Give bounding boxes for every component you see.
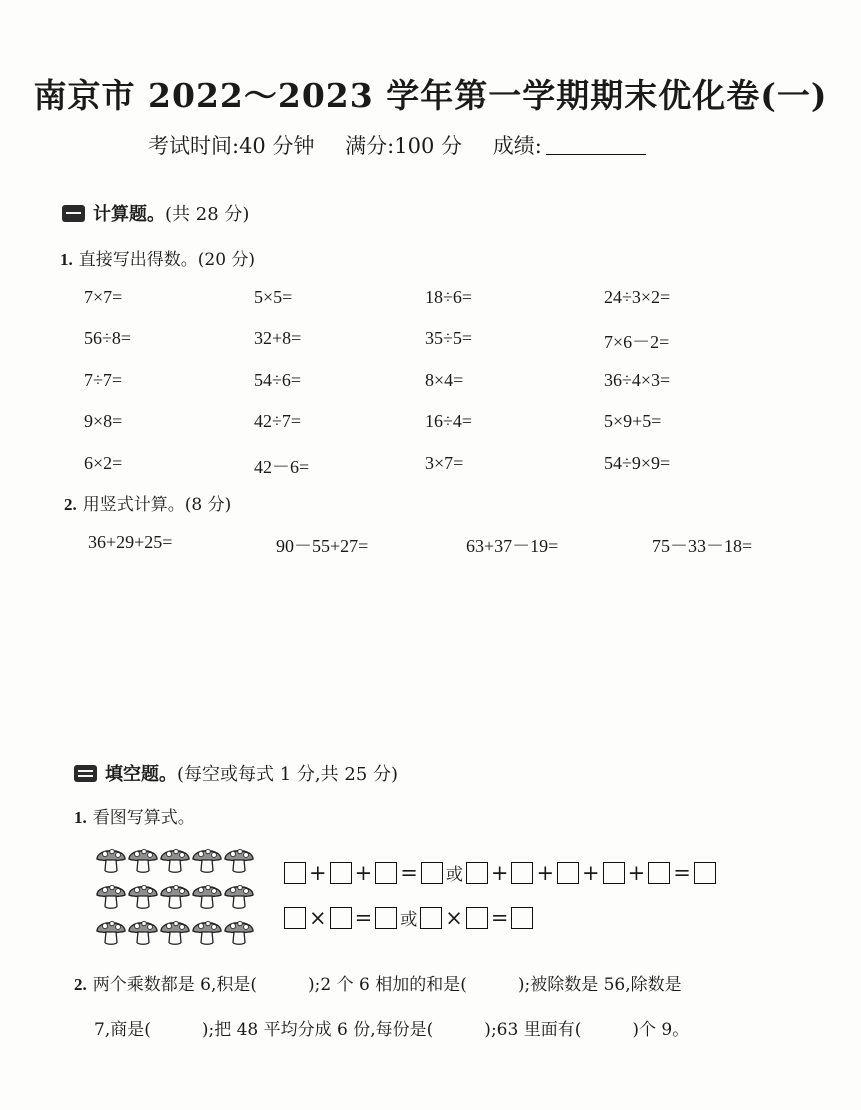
mushroom-icon [159,842,191,880]
score-label: 成绩: [492,134,542,158]
mushroom-icon [159,878,191,916]
mushroom-icon [127,914,159,952]
full-score: 满分:100 分 [345,134,463,158]
calc-item: 5×9+5= [604,411,662,431]
answer-box[interactable] [648,862,670,884]
question-2-1: 1. 看图写算式。 [74,808,195,828]
vertical-calc-item: 63+37－19= [466,536,559,556]
mushroom-icon [191,914,223,952]
vertical-calc-item: 90－55+27= [276,536,369,556]
equation-row-addition: + + = 或 + + + + = [282,860,718,885]
mushroom-icon [159,914,191,952]
mushroom-icon [95,842,127,880]
mushroom-icon [191,842,223,880]
mushroom-icon [95,878,127,916]
answer-box[interactable] [557,862,579,884]
answer-box[interactable] [603,862,625,884]
answer-box[interactable] [284,907,306,929]
answer-box[interactable] [284,862,306,884]
calc-item: 18÷6= [425,287,473,307]
mushroom-icon [223,914,255,952]
mushroom-icon [95,914,127,952]
calc-item: 56÷8= [84,328,132,348]
calc-item: 6×2= [84,453,123,473]
answer-box[interactable] [466,907,488,929]
page-title: 南京市 2022～2023 学年第一学期期末优化卷(一) [33,76,828,115]
exam-meta [148,130,646,160]
calc-item: 7÷7= [84,370,123,390]
answer-box[interactable] [694,862,716,884]
mushroom-icon [191,878,223,916]
question-2-2-line-2: 7,商是( );把 48 平均分成 6 份,每份是( );63 里面有( )个 9。 [94,1020,690,1040]
answer-box[interactable] [330,862,352,884]
calc-item: 9×8= [84,411,123,431]
mushroom-icon [127,842,159,880]
answer-box[interactable] [330,907,352,929]
calc-item: 8×4= [425,370,464,390]
calc-item: 24÷3×2= [604,287,671,307]
answer-box[interactable] [375,862,397,884]
answer-box[interactable] [466,862,488,884]
section-1-heading: 计算题。(共 28 分) [62,200,249,226]
section-two-icon [74,765,97,782]
equation-row-multiplication: × = 或 × = [282,905,535,930]
calc-item: 5×5= [254,287,293,307]
mushroom-icon [223,878,255,916]
vertical-calc-item: 36+29+25= [88,532,173,552]
answer-box[interactable] [375,907,397,929]
calc-item: 54÷9×9= [604,453,671,473]
mushroom-icon [223,842,255,880]
score-blank [546,136,646,155]
answer-box[interactable] [420,907,442,929]
section-2-heading: 填空题。(每空或每式 1 分,共 25 分) [74,760,398,786]
calc-item: 42－6= [254,457,310,477]
calc-item: 32+8= [254,328,302,348]
section-one-icon [62,205,85,222]
question-1-2: 2. 用竖式计算。(8 分) [64,495,232,515]
calc-item: 36÷4×3= [604,370,671,390]
answer-box[interactable] [511,907,533,929]
question-1-1: 1. 直接写出得数。(20 分) [60,250,256,270]
vertical-calc-item: 75－33－18= [652,536,753,556]
calc-item: 16÷4= [425,411,473,431]
calc-item: 42÷7= [254,411,302,431]
answer-box[interactable] [511,862,533,884]
calc-item: 54÷6= [254,370,302,390]
calc-item: 35÷5= [425,328,473,348]
calc-item: 7×7= [84,287,123,307]
calc-item: 7×6－2= [604,332,670,352]
question-2-2-line-1: 2. 两个乘数都是 6,积是( );2 个 6 相加的和是( );被除数是 56,除数是 [74,975,682,995]
answer-box[interactable] [421,862,443,884]
mushroom-icon [127,878,159,916]
exam-time: 考试时间:40 分钟 [148,134,315,158]
calc-item: 3×7= [425,453,464,473]
